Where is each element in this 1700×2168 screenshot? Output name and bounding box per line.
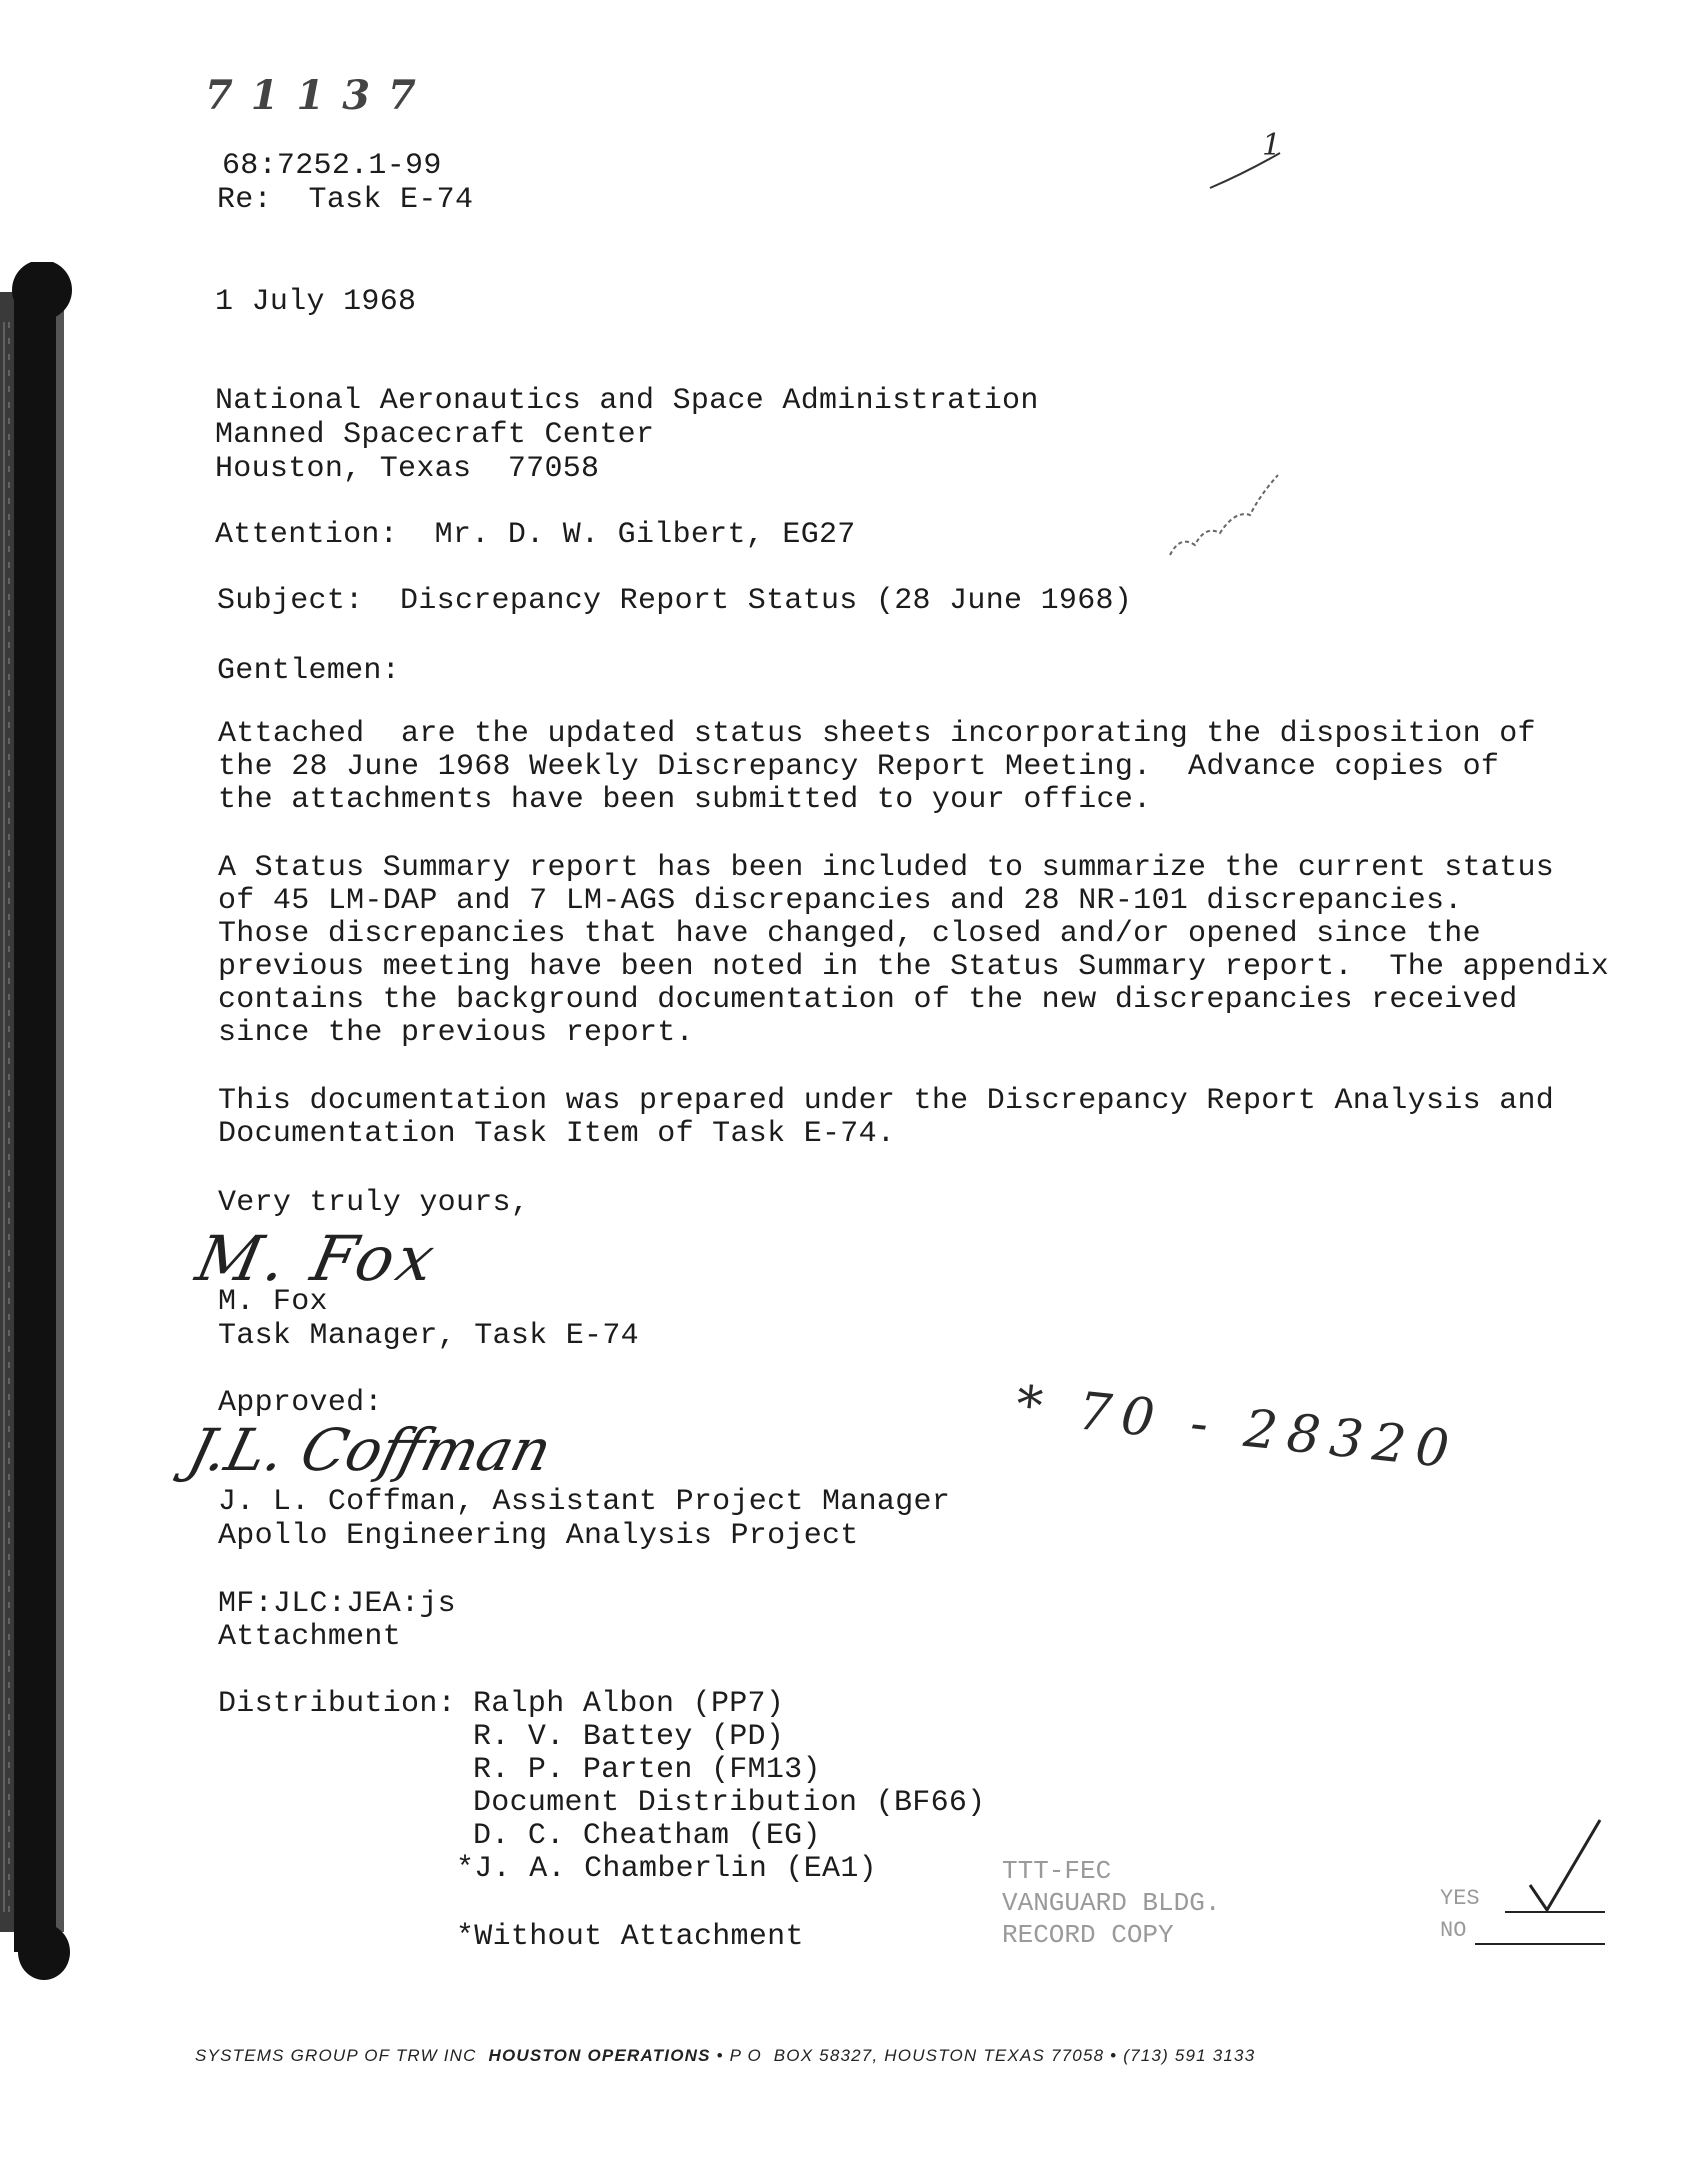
checkmark-icon [1525, 1815, 1605, 1915]
distribution-recipient: R. V. Battey (PD) [473, 1720, 785, 1754]
paragraph-1-line: the attachments have been submitted to your office. [218, 783, 1152, 817]
paragraph-2-line: since the previous report. [218, 1016, 694, 1050]
paragraph-2-line: contains the background documentation of the new discrepancies received [218, 983, 1518, 1017]
salutation: Gentlemen: [217, 654, 401, 688]
subject-line: Subject: Discrepancy Report Status (28 June 1968) [217, 584, 1133, 618]
margin-scribble [1160, 455, 1300, 565]
re-line: Re: Task E-74 [217, 183, 474, 217]
distribution-recipient: R. P. Parten (FM13) [473, 1753, 821, 1787]
file-reference: 68:7252.1-99 [222, 149, 442, 183]
page-mark-stroke [1205, 148, 1285, 193]
signer-2-project: Apollo Engineering Analysis Project [218, 1519, 859, 1553]
addressee-line-1: National Aeronautics and Space Administration [215, 384, 1039, 418]
record-stamp-line: TTT-FEC [1002, 1856, 1112, 1886]
addressee-line-2: Manned Spacecraft Center [215, 418, 655, 452]
header-scribble: 7 1 1 3 7 [205, 72, 418, 119]
distribution-recipient: *J. A. Chamberlin (EA1) [456, 1852, 877, 1886]
binding-strip [0, 262, 78, 1982]
footer-company: SYSTEMS GROUP OF TRW INC [195, 2046, 477, 2065]
yes-label: YES [1440, 1886, 1480, 1911]
distribution-footnote: *Without Attachment [456, 1920, 804, 1954]
footer-address: • P O BOX 58327, HOUSTON TEXAS 77058 • (713) 591 3133 [716, 2046, 1256, 2065]
paragraph-3-line: Documentation Task Item of Task E-74. [218, 1117, 896, 1151]
paragraph-1-line: Attached are the updated status sheets incorporating the disposition of [218, 717, 1536, 751]
record-stamp-line: VANGUARD BLDG. [1002, 1888, 1221, 1918]
signer-1-name: M. Fox [218, 1285, 328, 1319]
addressee-line-3: Houston, Texas 77058 [215, 452, 600, 486]
distribution-recipient: Document Distribution (BF66) [473, 1786, 986, 1820]
handwritten-number: * 70 - 28320 [1013, 1374, 1462, 1482]
paragraph-2-line: Those discrepancies that have changed, closed and/or opened since the [218, 917, 1481, 951]
paragraph-2-line: previous meeting have been noted in the Status Summary report. The appendix [218, 950, 1610, 984]
letterhead-footer [195, 2046, 1255, 2066]
no-line [1475, 1943, 1605, 1945]
distribution-recipient: Ralph Albon (PP7) [473, 1687, 785, 1721]
paragraph-3-line: This documentation was prepared under the Discrepancy Report Analysis and [218, 1084, 1555, 1118]
signature-coffman: J.L. Coffman [181, 1416, 559, 1484]
paragraph-2-line: A Status Summary report has been included to summarize the current status [218, 851, 1555, 885]
letter-date: 1 July 1968 [215, 285, 417, 319]
page-mark: 1 [1262, 128, 1282, 163]
enclosure-line: Attachment [218, 1620, 402, 1654]
reference-initials: MF:JLC:JEA:js [218, 1587, 456, 1621]
distribution-recipient: D. C. Cheatham (EG) [473, 1819, 821, 1853]
approved-label: Approved: [218, 1386, 383, 1420]
attention-line: Attention: Mr. D. W. Gilbert, EG27 [215, 518, 856, 552]
signer-1-title: Task Manager, Task E-74 [218, 1319, 639, 1353]
signature-fox: M. Fox [190, 1222, 445, 1295]
paragraph-2-line: of 45 LM-DAP and 7 LM-AGS discrepancies and 28 NR-101 discrepancies. [218, 884, 1463, 918]
footer-division: HOUSTON OPERATIONS [488, 2046, 711, 2065]
paragraph-1-line: the 28 June 1968 Weekly Discrepancy Report Meeting. Advance copies of [218, 750, 1500, 784]
distribution-label: Distribution: [218, 1687, 456, 1721]
signer-2-name: J. L. Coffman, Assistant Project Manager [218, 1485, 951, 1519]
record-stamp-line: RECORD COPY [1002, 1920, 1174, 1950]
closing: Very truly yours, [218, 1186, 530, 1220]
no-label: NO [1440, 1918, 1467, 1943]
